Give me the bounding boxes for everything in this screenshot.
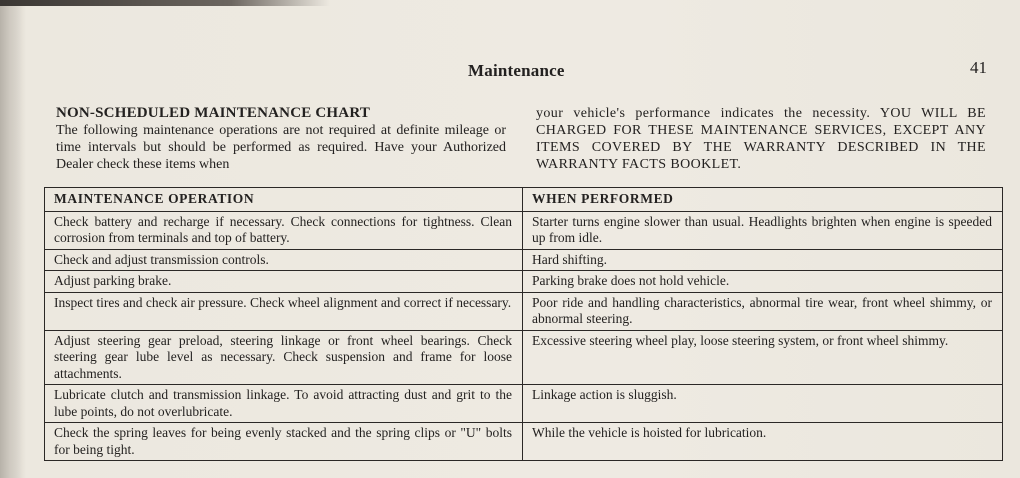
- intro-left-text: The following maintenance operations are not required at definite mileage or time intervals but should be performed as required. Have your Authorized Dealer check these items when: [56, 123, 506, 172]
- when-cell: Poor ride and handling characteristics, abnormal tire wear, front wheel shimmy, or abnormal steering.: [523, 292, 1003, 330]
- operation-cell: Check and adjust transmission controls.: [45, 249, 523, 271]
- top-rule: [0, 0, 330, 6]
- operation-cell: Check battery and recharge if necessary. Check connections for tightness. Clean corrosion from terminals and top of battery.: [45, 211, 523, 249]
- table-row: [45, 271, 1003, 293]
- table-row: [45, 211, 1003, 249]
- table-row: [45, 292, 1003, 330]
- maintenance-table: [44, 187, 1003, 461]
- operation-cell: Adjust steering gear preload, steering linkage or front wheel bearings. Check steering gear lube level as necessary. Check suspension and frame for loose attachments.: [45, 330, 523, 385]
- operation-cell: Check the spring leaves for being evenly stacked and the spring clips or "U" bolts for being tight.: [45, 423, 523, 461]
- intro-right-column: [536, 105, 986, 173]
- page-header-title: Maintenance: [468, 61, 565, 80]
- intro-right-text: your vehicle's performance indicates the necessity. YOU WILL BE CHARGED FOR THESE MAINTENANCE SERVICES, EXCEPT ANY ITEMS COVERED BY THE WARRANTY DESCRIBED IN THE WARRANTY FACTS BOOKLET.: [536, 106, 986, 172]
- header-when-performed: WHEN PERFORMED: [523, 188, 1003, 212]
- header-maintenance-operation: MAINTENANCE OPERATION: [45, 188, 523, 212]
- operation-cell: Adjust parking brake.: [45, 271, 523, 293]
- table-row: [45, 385, 1003, 423]
- page-number: 41: [970, 58, 987, 77]
- table-row: [45, 249, 1003, 271]
- when-cell: Parking brake does not hold vehicle.: [523, 271, 1003, 293]
- when-cell: Linkage action is sluggish.: [523, 385, 1003, 423]
- table-header-row: [45, 188, 1003, 212]
- table-row: [45, 423, 1003, 461]
- operation-cell: Inspect tires and check air pressure. Check wheel alignment and correct if necessary.: [45, 292, 523, 330]
- when-cell: Starter turns engine slower than usual. Headlights brighten when engine is speeded up from idle.: [523, 211, 1003, 249]
- intro-left-column: [56, 105, 506, 173]
- operation-cell: Lubricate clutch and transmission linkage. To avoid attracting dust and grit to the lube points, do not overlubricate.: [45, 385, 523, 423]
- chart-heading: NON-SCHEDULED MAINTENANCE CHART: [56, 105, 371, 121]
- maintenance-table-wrapper: [44, 187, 1002, 461]
- table-row: [45, 330, 1003, 385]
- when-cell: Hard shifting.: [523, 249, 1003, 271]
- when-cell: While the vehicle is hoisted for lubrication.: [523, 423, 1003, 461]
- when-cell: Excessive steering wheel play, loose steering system, or front wheel shimmy.: [523, 330, 1003, 385]
- binding-shadow: [0, 0, 26, 478]
